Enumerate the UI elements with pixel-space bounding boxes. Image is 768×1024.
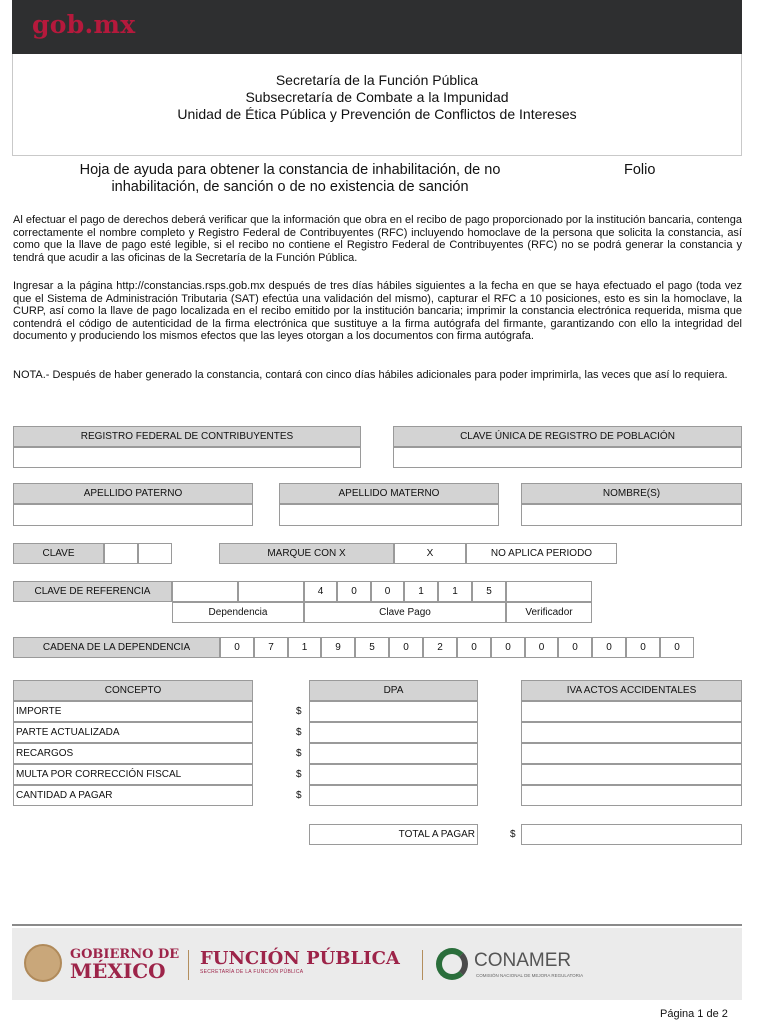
footer-logos (12, 928, 742, 1000)
total-currency-sign: $ (510, 829, 516, 840)
clave-label: CLAVE (13, 543, 104, 564)
iva-field[interactable] (521, 785, 742, 806)
instructions-paragraph-1: Al efectuar el pago de derechos deberá verificar que la información que obra en el recibo de pago proporcionado por la institución bancaria, contenga correctamente el nombre completo y Registro Federal de Contribuyentes (RFC) incluyendo homoclave de la persona que solicita la constancia, así como que la llave de pago esté legible, si el recibo no contiene el Registro Federal de Contribuyentes (RFC) no se podrá generar la constancia y tendrá que acudir a las oficinas de la Secretaría de la Función Pública. (13, 214, 742, 264)
title-line-1: Hoja de ayuda para obtener la constancia de inhabilitación, de no (79, 162, 501, 178)
clave-field-2[interactable] (138, 543, 172, 564)
cadena-dependencia-label: CADENA DE LA DEPENDENCIA (13, 637, 220, 658)
iva-field[interactable] (521, 743, 742, 764)
currency-sign: $ (296, 748, 302, 759)
total-a-pagar-label: TOTAL A PAGAR (309, 824, 478, 845)
footer-divider (12, 924, 742, 926)
marque-con-x-label: MARQUE CON X (219, 543, 394, 564)
title-line-2: inhabilitación, de sanción o de no existencia de sanción (111, 179, 469, 195)
concept-row-label: IMPORTE (13, 701, 253, 722)
currency-sign: $ (296, 706, 302, 717)
iva-field[interactable] (521, 701, 742, 722)
nombre-field[interactable] (521, 504, 742, 526)
nombre-label: NOMBRE(S) (521, 483, 742, 504)
clave-pago-sublabel: Clave Pago (304, 602, 506, 623)
folio-label: Folio (624, 162, 656, 178)
concept-row-label: PARTE ACTUALIZADA (13, 722, 253, 743)
cadena-digit[interactable]: 0 (592, 637, 626, 658)
gobierno-de-text: GOBIERNO DE (70, 947, 180, 962)
no-aplica-periodo-label: NO APLICA PERIODO (466, 543, 617, 564)
logo-separator (188, 950, 189, 980)
rfc-label: REGISTRO FEDERAL DE CONTRIBUYENTES (13, 426, 361, 447)
dpa-field[interactable] (309, 722, 478, 743)
iva-header: IVA ACTOS ACCIDENTALES (521, 680, 742, 701)
referencia-digit[interactable]: 1 (404, 581, 438, 602)
apellido-paterno-field[interactable] (13, 504, 253, 526)
dpa-header: DPA (309, 680, 478, 701)
concept-row-label: CANTIDAD A PAGAR (13, 785, 253, 806)
header-line-1: Secretaría de la Función Pública (275, 72, 479, 88)
concept-row-label: RECARGOS (13, 743, 253, 764)
conamer-subtitle: COMISIÓN NACIONAL DE MEJORA REGULATORIA (476, 973, 584, 978)
cadena-digit[interactable]: 5 (355, 637, 389, 658)
concept-row-label: MULTA POR CORRECCIÓN FISCAL (13, 764, 253, 785)
cadena-digit[interactable]: 0 (660, 637, 694, 658)
clave-field-1[interactable] (104, 543, 138, 564)
cadena-digit[interactable]: 7 (254, 637, 288, 658)
cadena-digit[interactable]: 0 (220, 637, 254, 658)
total-field[interactable] (521, 824, 742, 845)
cadena-digit[interactable]: 2 (423, 637, 457, 658)
currency-sign: $ (296, 769, 302, 780)
document-header (12, 54, 742, 156)
cadena-digit[interactable]: 9 (321, 637, 355, 658)
mexico-seal-icon (24, 944, 62, 982)
mexico-text: MÉXICO (70, 959, 166, 983)
conamer-icon (436, 948, 468, 980)
cadena-digit[interactable]: 0 (558, 637, 592, 658)
top-bar (12, 0, 742, 54)
referencia-digit[interactable]: 0 (371, 581, 404, 602)
cadena-digit[interactable]: 0 (389, 637, 423, 658)
concepto-header: CONCEPTO (13, 680, 253, 701)
referencia-digit[interactable]: 5 (472, 581, 506, 602)
clave-referencia-label: CLAVE DE REFERENCIA (13, 581, 172, 602)
document-title (30, 162, 550, 196)
conamer-logo: CONAMER (474, 950, 572, 971)
gobmx-logo: gob.mx (32, 10, 136, 39)
marque-checkbox[interactable]: X (394, 543, 466, 564)
dpa-field[interactable] (309, 785, 478, 806)
referencia-digit[interactable] (172, 581, 238, 602)
cadena-digit[interactable]: 0 (457, 637, 491, 658)
dpa-field[interactable] (309, 701, 478, 722)
header-line-3: Unidad de Ética Pública y Prevención de Conflictos de Intereses (177, 106, 577, 122)
note-paragraph: NOTA.- Después de haber generado la constancia, contará con cinco días hábiles adicionales para poder imprimirla, las veces que así lo requiera. (13, 369, 728, 381)
header-line-2: Subsecretaría de Combate a la Impunidad (245, 89, 509, 105)
dpa-field[interactable] (309, 764, 478, 785)
apellido-paterno-label: APELLIDO PATERNO (13, 483, 253, 504)
referencia-digit[interactable]: 0 (337, 581, 371, 602)
cadena-digit[interactable]: 0 (491, 637, 525, 658)
cadena-digit[interactable]: 1 (288, 637, 321, 658)
page-number: Página 1 de 2 (660, 1008, 728, 1020)
cadena-digit[interactable]: 0 (525, 637, 558, 658)
verificador-sublabel: Verificador (506, 602, 592, 623)
funcion-publica-subtitle: SECRETARÍA DE LA FUNCIÓN PÚBLICA (200, 969, 304, 975)
funcion-publica-logo: FUNCIÓN PÚBLICA (200, 948, 400, 969)
rfc-field[interactable] (13, 447, 361, 468)
referencia-digit[interactable]: 1 (438, 581, 472, 602)
curp-label: CLAVE ÚNICA DE REGISTRO DE POBLACIÓN (393, 426, 742, 447)
iva-field[interactable] (521, 722, 742, 743)
apellido-materno-label: APELLIDO MATERNO (279, 483, 499, 504)
instructions-paragraph-2: Ingresar a la página http://constancias.rsps.gob.mx después de tres días hábiles siguientes a la fecha en que se haya efectuado el pago (toda vez que el Sistema de Administración Tributaria (SAT) efectúa una validación del mismo), capturar el RFC a 10 posiciones, esto es sin la homoclave, la CURP, así como la llave de pago localizada en el recibo emitido por la institución bancaria; imprimir la constancia electrónica requerida, misma que contendrá el código de autenticidad de la firma electrónica que sustituye a la firma autógrafa del firmante, garantizando con ello la integridad del documento y produciendo los mismos efectos que las leyes otorgan a los documentos con firma autógrafa. (13, 280, 742, 343)
curp-field[interactable] (393, 447, 742, 468)
referencia-digit[interactable]: 4 (304, 581, 337, 602)
dependencia-sublabel: Dependencia (172, 602, 304, 623)
currency-sign: $ (296, 727, 302, 738)
referencia-digit[interactable] (238, 581, 304, 602)
iva-field[interactable] (521, 764, 742, 785)
dpa-field[interactable] (309, 743, 478, 764)
currency-sign: $ (296, 790, 302, 801)
cadena-digit[interactable]: 0 (626, 637, 660, 658)
apellido-materno-field[interactable] (279, 504, 499, 526)
referencia-digit[interactable] (506, 581, 592, 602)
logo-separator (422, 950, 423, 980)
